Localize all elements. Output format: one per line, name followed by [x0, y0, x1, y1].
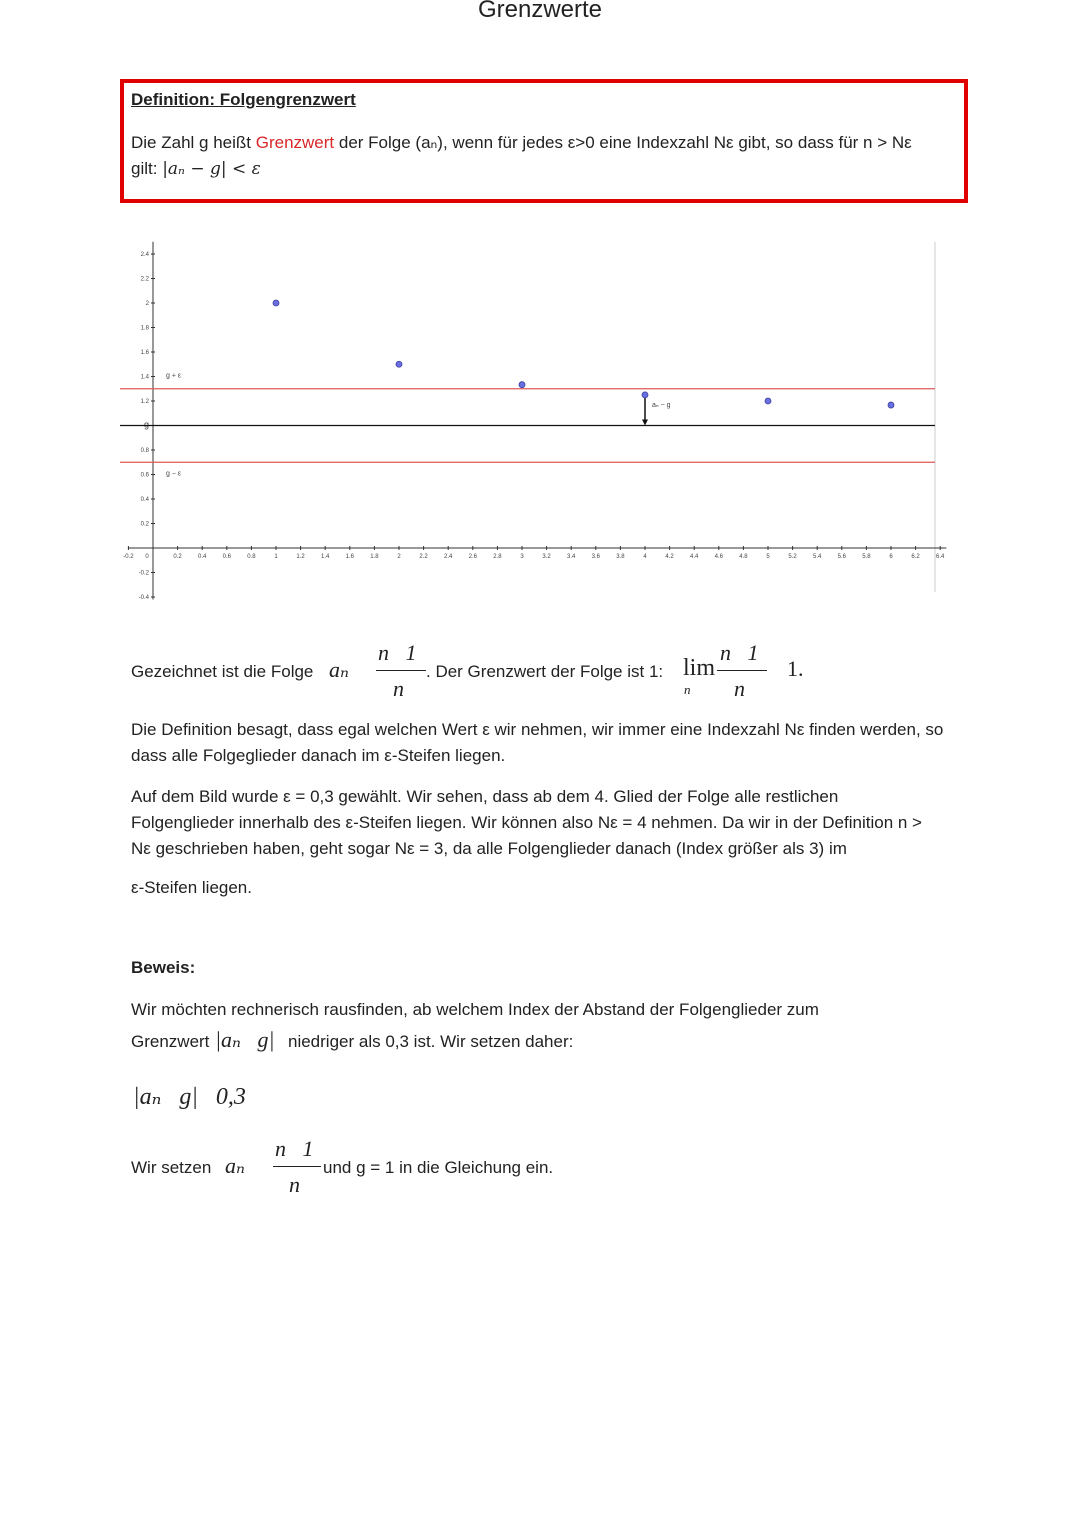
lim-fraction-denominator: n: [734, 676, 745, 701]
paragraph-beweis: Wir möchten rechnerisch rausfinden, ab welchem Index der Abstand der Folgenglieder zum: [131, 1000, 819, 1019]
y-tick-label: 2.2: [140, 276, 149, 283]
x-tick-label: 4.4: [690, 554, 699, 560]
paragraph-epsilon-end: ε-Steifen liegen.: [131, 878, 252, 897]
lim-subscript: n: [684, 682, 691, 697]
grenzwert-suffix: niedriger als 0,3 ist. Wir setzen daher:: [288, 1032, 574, 1051]
sequence-chart: [110, 236, 950, 601]
x-tick-label: 1.2: [296, 554, 305, 560]
abs-expression: |aₙ g|: [215, 1027, 275, 1052]
y-tick-label: -0.4: [138, 595, 149, 601]
y-tick-label: 1.2: [140, 399, 149, 405]
y-tick-label: 0.8: [140, 448, 149, 454]
y-tick-label: 1.6: [140, 350, 149, 356]
lim-fraction-numerator: n 1: [720, 640, 759, 665]
x-tick-label: 3: [520, 554, 524, 560]
lim-symbol: lim: [683, 655, 716, 681]
x-tick-label: 2.4: [444, 554, 453, 560]
x-tick-label: 2: [397, 554, 401, 560]
y-tick-label: -0.2: [138, 570, 149, 577]
fraction-denominator: n: [393, 676, 404, 701]
sequence-point-1: [273, 300, 279, 306]
distance-arrowhead: [642, 420, 648, 426]
x-tick-label: 0.8: [247, 554, 256, 560]
x-tick-label: 6.4: [936, 554, 945, 560]
x-tick-label: 0: [145, 554, 149, 560]
paragraph-epsilon: Auf dem Bild wurde ε = 0,3 gewählt. Wir sehen, dass ab dem 4. Glied der Folge alle restlichen Folgenglieder innerhalb des ε-Steifen liegen. Wir können also Nε = 4 nehmen. Da wir in der Definition n > Nε geschrieben haben, geht sogar Nε = 3, da alle Folgenglieder danach (Index größer als 3) im: [131, 787, 922, 858]
x-tick-label: -0.2: [123, 554, 134, 560]
x-tick-label: 5.6: [837, 554, 846, 560]
sequence-point-2: [396, 361, 402, 367]
x-tick-label: 0.6: [222, 554, 231, 560]
beweis-heading: Beweis:: [131, 958, 196, 977]
y-tick-label: 1.4: [140, 374, 149, 381]
gezeichnet-text: Gezeichnet ist die Folge: [131, 662, 314, 681]
lim-result: 1.: [787, 656, 804, 681]
y-tick-label: 1.8: [140, 325, 149, 332]
definition-gilt: gilt:: [131, 159, 163, 178]
page-title: Grenzwerte: [477, 0, 603, 23]
x-tick-label: 3.4: [567, 554, 576, 560]
grenzwert-prefix: Grenzwert: [131, 1032, 210, 1051]
definition-heading: Definition: Folgengrenzwert: [131, 90, 356, 109]
y-tick-label: 0.6: [140, 472, 149, 479]
wir-setzen-a-n: aₙ: [225, 1153, 245, 1178]
sequence-point-4: [642, 392, 648, 398]
grenzwert-text: . Der Grenzwert der Folge ist 1:: [426, 662, 664, 681]
sequence-point-6: [888, 402, 894, 408]
x-tick-label: 2.6: [468, 554, 477, 560]
lim-fraction-bar: [717, 670, 767, 671]
upper-band-label: g + ε: [166, 372, 181, 380]
x-tick-label: 6.2: [911, 554, 920, 560]
y-tick-label: 2.4: [140, 252, 149, 258]
und-g-text: und g = 1 in die Gleichung ein.: [323, 1158, 554, 1177]
x-tick-label: 4.8: [739, 554, 748, 560]
x-tick-label: 5: [766, 554, 770, 560]
y-tick-label: 0.2: [140, 521, 149, 528]
x-tick-label: 1.6: [345, 554, 354, 560]
fraction-bar: [376, 670, 426, 671]
y-tick-label: g: [143, 419, 149, 430]
x-tick-label: 4.2: [665, 554, 674, 560]
x-tick-label: 2.8: [493, 554, 502, 560]
wir-setzen-numerator: n 1: [275, 1136, 314, 1161]
x-tick-label: 2.2: [419, 554, 428, 560]
x-tick-label: 5.2: [788, 554, 797, 560]
wir-setzen-bar: [273, 1166, 321, 1167]
x-tick-label: 3.6: [591, 554, 600, 560]
x-tick-label: 0.4: [198, 554, 207, 560]
wir-setzen-text: Wir setzen: [131, 1158, 212, 1177]
x-tick-label: 6: [889, 554, 893, 560]
fraction-numerator: n 1: [378, 640, 417, 665]
sequence-point-3: [519, 382, 525, 388]
wir-setzen-denominator: n: [289, 1172, 300, 1197]
y-tick-label: 0.4: [140, 497, 149, 503]
lower-band-label: g − ε: [166, 470, 181, 478]
definition-formula: |aₙ − g| < ε: [162, 159, 261, 179]
x-tick-label: 5.8: [862, 554, 871, 560]
x-tick-label: 1: [274, 554, 278, 560]
a-n-symbol: aₙ: [329, 657, 349, 682]
definition-text-before: Die Zahl g heißt: [131, 133, 256, 152]
definition-text: [131, 130, 956, 182]
distance-label: aₙ − g: [652, 402, 671, 410]
x-tick-label: 0.2: [173, 554, 182, 560]
x-tick-label: 4: [643, 554, 647, 560]
definition-text-after: der Folge (aₙ), wenn für jedes ε>0 eine Indexzahl Nε gibt, so dass für n > Nε: [334, 133, 912, 152]
x-tick-label: 3.2: [542, 554, 551, 560]
x-tick-label: 1.4: [321, 554, 330, 560]
x-tick-label: 5.4: [813, 554, 822, 560]
inequality: |aₙ g| 0,3: [133, 1084, 246, 1110]
y-tick-label: 2: [145, 301, 149, 307]
x-tick-label: 4.6: [714, 554, 723, 560]
paragraph-definition: Die Definition besagt, dass egal welchen Wert ε wir nehmen, wir immer eine Indexzahl Nε finden werden, so dass alle Folgeglieder danach im ε-Steifen liegen.: [131, 720, 944, 765]
x-tick-label: 1.8: [370, 554, 379, 560]
x-tick-label: 3.8: [616, 554, 625, 560]
grenzwert-highlight: Grenzwert: [255, 133, 335, 152]
sequence-point-5: [765, 398, 771, 404]
